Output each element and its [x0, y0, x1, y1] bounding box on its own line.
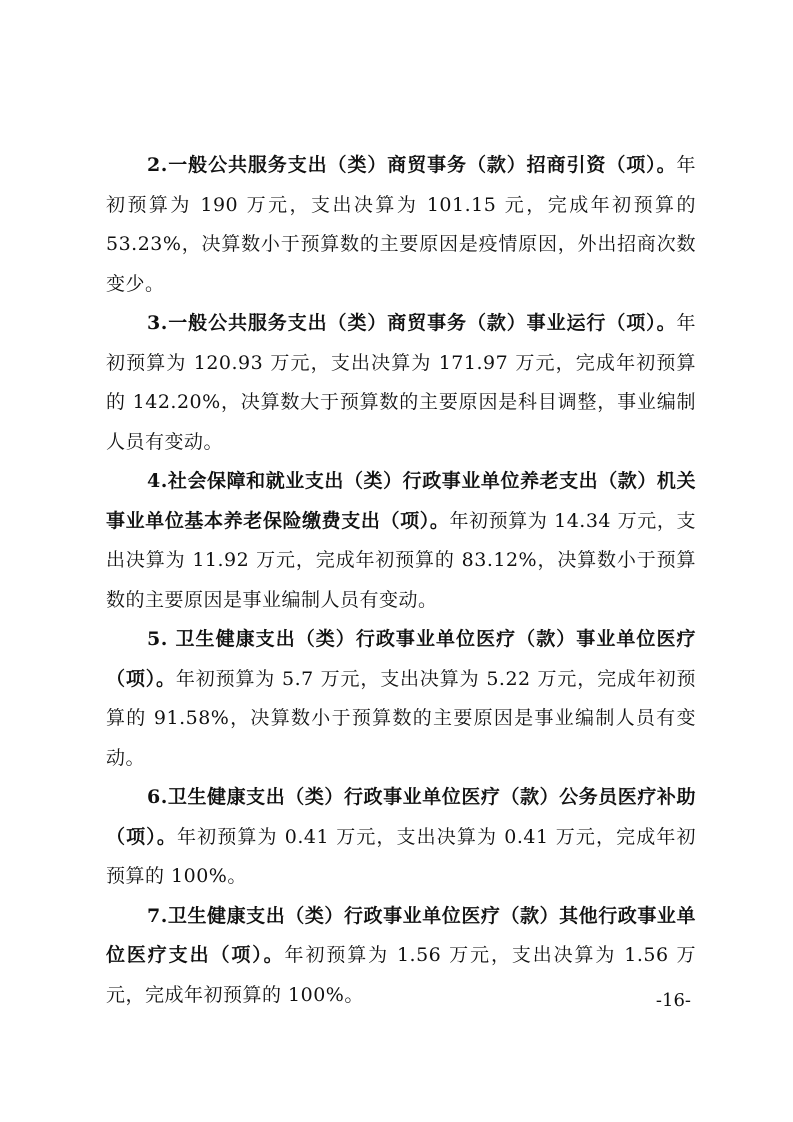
- paragraph-heading: 6.卫生健康支出（类）行政事业单位医疗（款）公务员医疗补助（项）。: [106, 786, 696, 848]
- paragraph-item-7: [106, 897, 696, 1016]
- paragraph-heading: 3.一般公共服务支出（类）商贸事务（款）事业运行（项）。: [147, 312, 677, 334]
- paragraph-heading: 7.卫生健康支出（类）行政事业单位医疗（款）其他行政事业单位医疗支出（项）。: [106, 904, 696, 966]
- paragraph-text: 年初预算为 190 万元，支出决算为 101.15 元，完成年初预算的 53.23%，决算数小于预算数的主要原因是疫情原因，外出招商次数变少。: [106, 154, 696, 295]
- paragraph-heading: 2.一般公共服务支出（类）商贸事务（款）招商引资（项）。: [147, 154, 677, 176]
- paragraph-item-5: [106, 620, 696, 778]
- paragraph-text: 年初预算为 1.56 万元，支出决算为 1.56 万元，完成年初预算的 100%。: [106, 944, 696, 1006]
- paragraph-text: 年初预算为 5.7 万元，支出决算为 5.22 万元，完成年初预算的 91.58%，决算数小于预算数的主要原因是事业编制人员有变动。: [106, 667, 696, 769]
- page-number: -16-: [655, 990, 691, 1011]
- paragraph-heading: 4.社会保障和就业支出（类）行政事业单位养老支出（款）机关事业单位基本养老保险缴费支出（项）。: [106, 470, 696, 532]
- paragraph-item-4: [106, 462, 696, 620]
- paragraph-text: 年初预算为 120.93 万元，支出决算为 171.97 万元，完成年初预算的 142.20%，决算数大于预算数的主要原因是科目调整，事业编制人员有变动。: [106, 312, 696, 453]
- paragraph-item-2: [106, 146, 696, 304]
- document-body: [106, 146, 696, 1015]
- paragraph-item-3: [106, 304, 696, 462]
- paragraph-heading: 5. 卫生健康支出（类）行政事业单位医疗（款）事业单位医疗（项）。: [106, 628, 696, 690]
- paragraph-text: 年初预算为 14.34 万元，支出决算为 11.92 万元，完成年初预算的 83.12%，决算数小于预算数的主要原因是事业编制人员有变动。: [106, 509, 696, 611]
- paragraph-item-6: [106, 778, 696, 897]
- paragraph-text: 年初预算为 0.41 万元，支出决算为 0.41 万元，完成年初预算的 100%。: [106, 825, 696, 887]
